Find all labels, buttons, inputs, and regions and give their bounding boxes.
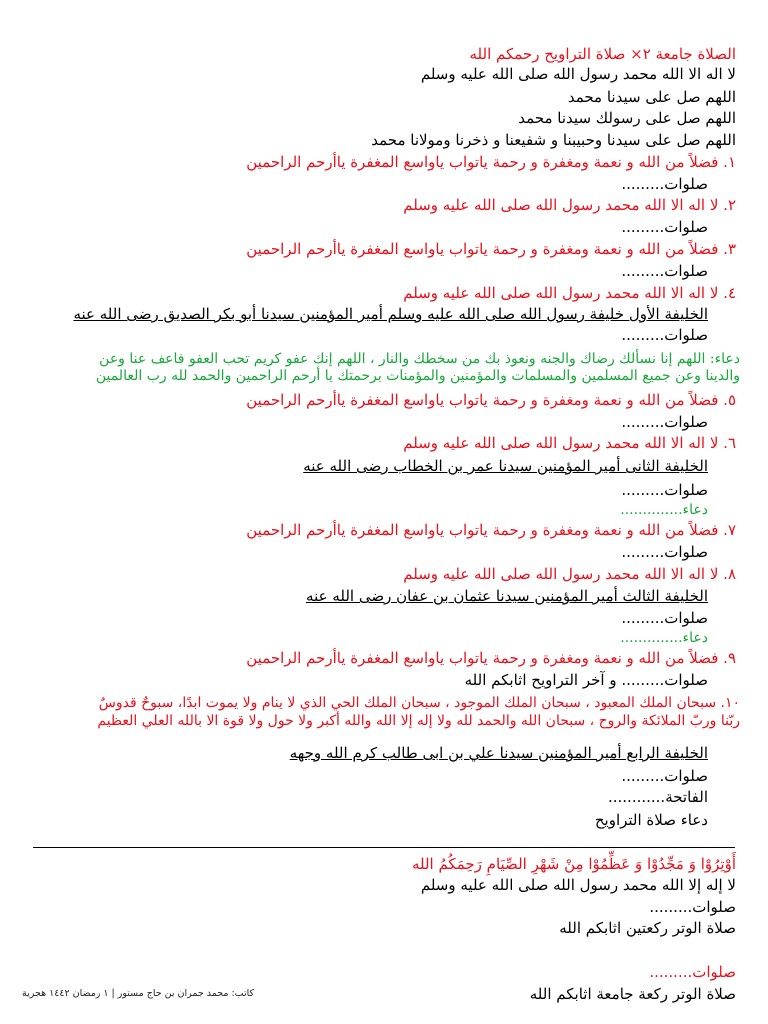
witr-salawat: صلوات......... [649, 898, 736, 916]
section-6: ٦. لا اله الا الله محمد رسول الله صلى الله عليه وسلم [403, 434, 736, 452]
section-divider [33, 847, 735, 848]
dua-line-2: والدينا وعن جميع المسلمين والمسلمات والمؤمنين والمؤمنات برحمتك يا أرحم الراحمين والحمد لله رب العالمين [95, 368, 740, 384]
opening-line-1: لا اله الا الله محمد رسول الله صلى الله عليه وسلم [420, 65, 736, 83]
opening-line-2: اللهم صل على سيدنا محمد [567, 88, 736, 106]
section-10-line-2: ربّنا وربّ الملائكة والروح ، سبحان الله والحمد لله ولا إله إلا الله والله أكبر ولا حول ولا قوة الا بالله العلي العظيم [97, 713, 740, 729]
witr-title: أَوْتِرُوْا وَ مَجِّدُوْا وَ عَظِّمُوْا مِنْ شَهْرِ الصِّيَامِ رَحِمَكُمُ الله [411, 855, 736, 873]
section-7-salawat: صلوات......... [621, 543, 708, 561]
dua-short-1: دعاء.............. [620, 502, 708, 518]
section-10-line-1: ١٠. سبحان الملك المعبود ، سبحان الملك الموجود ، سبحان الملك الحي الذي لا ينام ولا يموت ابدًا، سبوحٌ قدوسٌ [98, 695, 740, 711]
caliph-1-line: الخليفة الأول خليفة رسول الله صلى الله عليه وسلم أمير المؤمنين سيدنا أبو بكر الصديق رضى الله عنه [73, 305, 708, 323]
title-line: الصلاة جامعة ٢× صلاة التراويح رحمكم الله [469, 45, 736, 63]
witr-salawat-red: صلوات......... [649, 963, 736, 981]
section-4-salawat: صلوات......... [621, 326, 708, 344]
caliph-3-line: الخليفة الثالث أمير المؤمنين سيدنا عثمان بن عفان رضى الله عنه [306, 587, 708, 605]
section-6-salawat: صلوات......... [621, 481, 708, 499]
section-5: ٥. فضلاً من الله و نعمة ومغفرة و رحمة ياتواب ياواسع المغفرة ياأرحم الراحمين [246, 391, 736, 409]
caliph-2-line: الخليفة الثانى أمير المؤمنين سيدنا عمر بن الخطاب رضى الله عنه [303, 457, 708, 475]
caliph-4-line: الخليفة الرابع أمير المؤمنين سيدنا علي بن ابى طالب كرم الله وجهه [289, 744, 708, 762]
opening-line-4: اللهم صل على سيدنا وحبيبنا و شفيعنا و ذخرنا ومولانا محمد [371, 131, 736, 149]
section-8-salawat: صلوات......... [621, 609, 708, 627]
dua-tarawih-line: دعاء صلاة التراويح [594, 811, 708, 829]
section-3-salawat: صلوات......... [621, 262, 708, 280]
section-8: ٨. لا اله الا الله محمد رسول الله صلى الله عليه وسلم [403, 565, 736, 583]
dua-line-1: دعاء: اللهم إنا نسألك رضاك والجنه ونعوذ بك من سخطك والنار ، اللهم إنك عفو كريم تحب العفو فاعف عنا وعن [99, 351, 740, 367]
section-1-salawat: صلوات......... [621, 175, 708, 193]
opening-line-3: اللهم صل على رسولك سيدنا محمد [518, 109, 736, 127]
section-9: ٩. فضلاً من الله و نعمة ومغفرة و رحمة ياتواب ياواسع المغفرة ياأرحم الراحمين [246, 649, 736, 667]
section-3: ٣. فضلاً من الله و نعمة ومغفرة و رحمة ياتواب ياواسع المغفرة ياأرحم الراحمين [246, 240, 736, 258]
section-1: ١. فضلاً من الله و نعمة ومغفرة و رحمة ياتواب ياواسع المغفرة ياأرحم الراحمين [246, 153, 736, 171]
section-2-salawat: صلوات......... [621, 218, 708, 236]
section-9-salawat: صلوات......... و آخر التراويح اثابكم الله [464, 671, 708, 689]
section-2: ٢. لا اله الا الله محمد رسول الله صلى الله عليه وسلم [403, 196, 736, 214]
section-5-salawat: صلوات......... [621, 413, 708, 431]
witr-line-2: صلاة الوتر ركعتين اثابكم الله [559, 919, 736, 937]
section-4: ٤. لا اله الا الله محمد رسول الله صلى الله عليه وسلم [403, 284, 736, 302]
dua-short-2: دعاء.............. [620, 630, 708, 646]
witr-line-3: صلاة الوتر ركعة جامعة اثابكم الله [529, 985, 736, 1003]
section-7: ٧. فضلاً من الله و نعمة ومغفرة و رحمة ياتواب ياواسع المغفرة ياأرحم الراحمين [246, 521, 736, 539]
witr-line-1: لا إله إلا الله محمد رسول الله صلى الله عليه وسلم [420, 876, 736, 894]
closing-salawat: صلوات......... [621, 767, 708, 785]
author-footer: كاتب: محمد جمران بن حاج مستور | ١ رمضان ١٤٤٢ هجرية [22, 988, 255, 999]
fatiha-line: الفاتحة............ [607, 788, 708, 806]
